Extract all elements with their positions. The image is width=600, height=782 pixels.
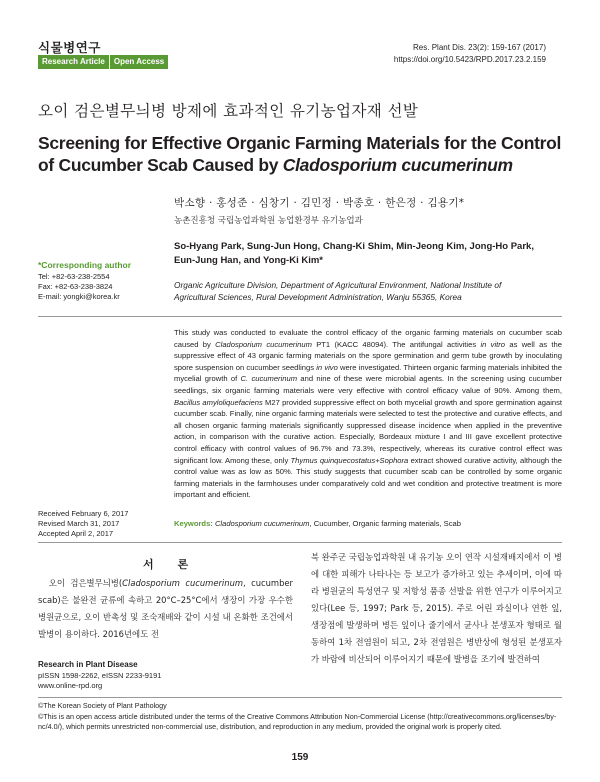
footer-divider	[38, 697, 562, 698]
section-divider	[38, 542, 562, 543]
authors-english	[174, 240, 554, 268]
research-article-badge: Research Article	[38, 55, 109, 69]
received-date: Received February 6, 2017	[38, 509, 129, 518]
open-access-badge: Open Access	[110, 55, 168, 69]
affiliation-english-line1: Organic Agriculture Division, Department of Agricultural Environment, National Institute of	[174, 280, 502, 290]
introduction-left-column: 오이 검은별무늬병(Cladosporium cucumerinum, cucumber scab)은 불완전 균류에 속하고 20°C–25°C에서 생장이 가장 우수한 병원균으로, 오이 반촉성 및 조숙재배와 같이 시설 내 온화한 조건에서 발병이 용이하다. 2016년에도 전	[38, 578, 293, 639]
corresponding-fax: Fax: +82-63-238-3824	[38, 282, 113, 291]
title-english-line1: Screening for Effective Organic Farming Materials for the Control	[38, 133, 562, 153]
title-english-species: Cladosporium cucumerinum	[282, 155, 513, 175]
journal-info-title: Research in Plant Disease	[38, 660, 138, 669]
abstract: This study was conducted to evaluate the control efficacy of the organic farming materials on cucumber scab caused by Cladosporium cucumerinum PT1 (KACC 48094). The antifungal activities in vitro as well as the suppressive effect of 43 organic farming materials on the spore germination and germ tube growth by inoculating spore suspension on cucumber seedlings in vivo were investigated. Thirteen organic farming materials inhibited the mycelial growth of C. cucumerinum and nine of these were microbial agents. In the screening using cucumber seedlings, six organic farming materials were very effective with control efficacy value of 90%. Among them, Bacillus amyloliquefaciens M27 provided suppressive effect on both mycelial growth and spore germination against cucumber scab. Finally, nine organic farming materials were selected to test the protective and curative effects, and all chosen organic farming materials significantly suppressed disease incidence when applied in the preventive action, in comparison with the curative action. Especially, Bordeaux mixture I and III gave excellent protective control efficacy with control values of 96.7% and 73.3%, respectively, whereas its curative control effect was significant low. Among these, only Thymus quinquecostatus+Sophora extract showed curative activity, although the control value was as low as 50%. This study suggests that cucumber scab can be controlled by some organic farming materials in the farmhouses under comparatively cold and wet condition and protective treatment is more important and efficient.	[174, 328, 563, 500]
title-english-line2: of Cucumber Scab Caused by	[38, 155, 283, 175]
affiliation-english-line2: Agricultural Sciences, Rural Development Administration, Wanju 55365, Korea	[174, 292, 462, 302]
title-english	[38, 132, 578, 176]
authors-english-line2: Eun-Jung Han, and Yong-Ki Kim*	[174, 255, 324, 266]
doi-link[interactable]: https://doi.org/10.5423/RPD.2017.23.2.159	[393, 55, 546, 64]
citation-block	[394, 42, 546, 66]
article-type-badges	[38, 55, 168, 69]
corresponding-tel: Tel: +82-63-238-2554	[38, 272, 110, 281]
introduction-right-column: 북 완주군 국립농업과학원 내 유기농 오이 연작 시설재배지에서 이 병에 대한 피해가 나타나는 등 보고가 증가하고 있는 추세이며, 이에 따라 병원균의 특성연구 및 저항성 품종 선발을 위한 연구가 이루어지고 있다(Lee 등, 1997; Park 등, 2015). 주로 어린 과실이나 연한 잎, 생장점에 발생하며 병든 잎이나 줄기에서 균사나 분생포자 형태로 월동하여 1차 전염원이 되고, 2차 전염원은 병반상에 형성된 분생포자가 바람에 비산되어 이루어지기 때문에 발병을 조기에 발견하여	[311, 552, 562, 664]
journal-name-korean: 식물병연구	[38, 40, 101, 55]
introduction-heading: 서 론	[143, 558, 199, 571]
page-number: 159	[291, 752, 309, 763]
title-korean: 오이 검은별무늬병 방제에 효과적인 유기농업자재 선발	[38, 102, 419, 120]
authors-english-line1: So-Hyang Park, Sung-Jun Hong, Chang-Ki Shim, Min-Jeong Kim, Jong-Ho Park,	[174, 241, 534, 252]
license-text: ©This is an open access article distributed under the terms of the Creative Commons Attribution Non-Commercial License (http://creativecommons.org/licenses/by-nc/4.0/), which permits unrestricted non-commercial use, distribution, and reproduction in any medium, provided the original work is properly cited.	[38, 712, 557, 731]
journal-url[interactable]: www.online-rpd.org	[38, 681, 103, 690]
accepted-date: Accepted April 2, 2017	[38, 529, 114, 538]
corresponding-email[interactable]: E-mail: yongki@korea.kr	[38, 292, 120, 301]
section-divider	[38, 316, 562, 317]
journal-issn: pISSN 1598-2262, eISSN 2233-9191	[38, 671, 162, 680]
affiliation-korean: 농촌진흥청 국립농업과학원 농업환경부 유기농업과	[174, 216, 363, 226]
keywords: Keywords: Cladosporium cucumerinum, Cucumber, Organic farming materials, Scab	[174, 519, 461, 528]
copyright: ©The Korean Society of Plant Pathology	[38, 701, 167, 710]
citation: Res. Plant Dis. 23(2): 159-167 (2017)	[413, 43, 546, 52]
affiliation-english	[174, 279, 554, 303]
keywords-label: Keywords:	[174, 519, 215, 528]
revised-date: Revised March 31, 2017	[38, 519, 120, 528]
corresponding-author-title: *Corresponding author	[38, 260, 132, 270]
authors-korean: 박소향 · 홍성준 · 심창기 · 김민정 · 박종호 · 한은정 · 김용기*	[174, 197, 465, 209]
